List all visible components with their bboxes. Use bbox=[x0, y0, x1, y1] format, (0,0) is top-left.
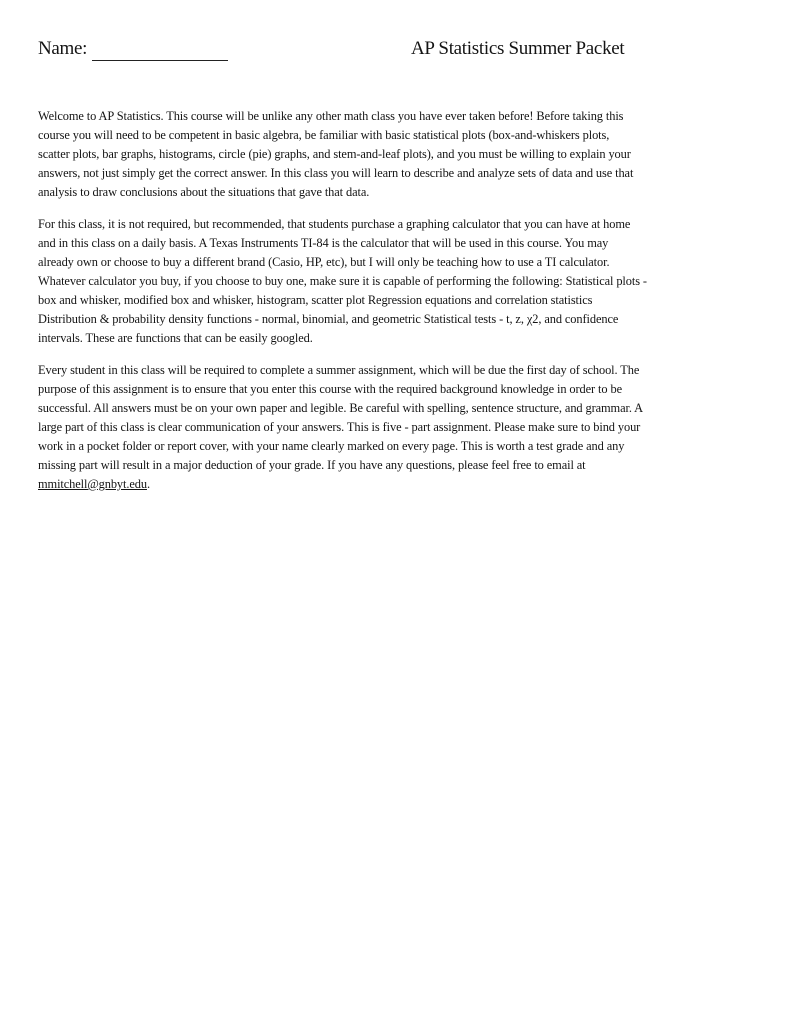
text-line: Distribution & probability density functions - normal, binomial, and geometric Statistical tests - t, z, χ2, and confidence bbox=[38, 312, 619, 326]
document-header bbox=[38, 38, 758, 68]
assignment-paragraph bbox=[38, 361, 768, 494]
text-line: missing part will result in a major deduction of your grade. If you have any questions, please feel free to email at bbox=[38, 458, 586, 472]
document-body bbox=[38, 107, 768, 507]
text-line: analysis to draw conclusions about the situations that gave that data. bbox=[38, 185, 370, 199]
text-line: Every student in this class will be required to complete a summer assignment, which will be due the first day of school. The bbox=[38, 363, 640, 377]
text-line: successful. All answers must be on your own paper and legible. Be careful with spelling, sentence structure, and grammar. A bbox=[38, 401, 643, 415]
document-title: AP Statistics Summer Packet bbox=[411, 38, 625, 59]
text-line: For this class, it is not required, but recommended, that students purchase a graphing calculator that you can have at home bbox=[38, 217, 631, 231]
welcome-paragraph bbox=[38, 107, 768, 202]
calculator-paragraph bbox=[38, 215, 768, 348]
text-line: box and whisker, modified box and whisker, histogram, scatter plot Regression equations and correlation statistics bbox=[38, 293, 593, 307]
text-line: intervals. These are functions that can be easily googled. bbox=[38, 331, 313, 345]
email-line bbox=[38, 475, 768, 494]
email-link[interactable]: mmitchell@gnbyt.edu bbox=[38, 477, 147, 491]
text-line: already own or choose to buy a different brand (Casio, HP, etc), but I will only be teaching how to use a TI calculator. bbox=[38, 255, 610, 269]
text-line: and in this class on a daily basis. A Texas Instruments TI-84 is the calculator that will be used in this course. You may bbox=[38, 236, 609, 250]
email-suffix: . bbox=[146, 477, 150, 491]
text-line: Welcome to AP Statistics. This course will be unlike any other math class you have ever taken before! Before taking this bbox=[38, 109, 624, 123]
name-blank-line bbox=[92, 60, 228, 61]
text-line: purpose of this assignment is to ensure that you enter this course with the required background knowledge in order to be bbox=[38, 382, 622, 396]
name-label: Name: bbox=[38, 38, 88, 59]
text-line: work in a pocket folder or report cover, with your name clearly marked on every page. This is worth a test grade and any bbox=[38, 439, 625, 453]
text-line: large part of this class is clear communication of your answers. This is five - part assignment. Please make sure to bind your bbox=[38, 420, 641, 434]
text-line: course you will need to be competent in basic algebra, be familiar with basic statistical plots (box-and-whiskers plots, bbox=[38, 128, 610, 142]
text-line: scatter plots, bar graphs, histograms, circle (pie) graphs, and stem-and-leaf plots), and you must be willing to explain your bbox=[38, 147, 631, 161]
text-line: answers, not just simply get the correct answer. In this class you will learn to describe and analyze sets of data and use that bbox=[38, 166, 634, 180]
text-line: Whatever calculator you buy, if you choose to buy one, make sure it is capable of performing the following: Statistical plots - bbox=[38, 274, 647, 288]
